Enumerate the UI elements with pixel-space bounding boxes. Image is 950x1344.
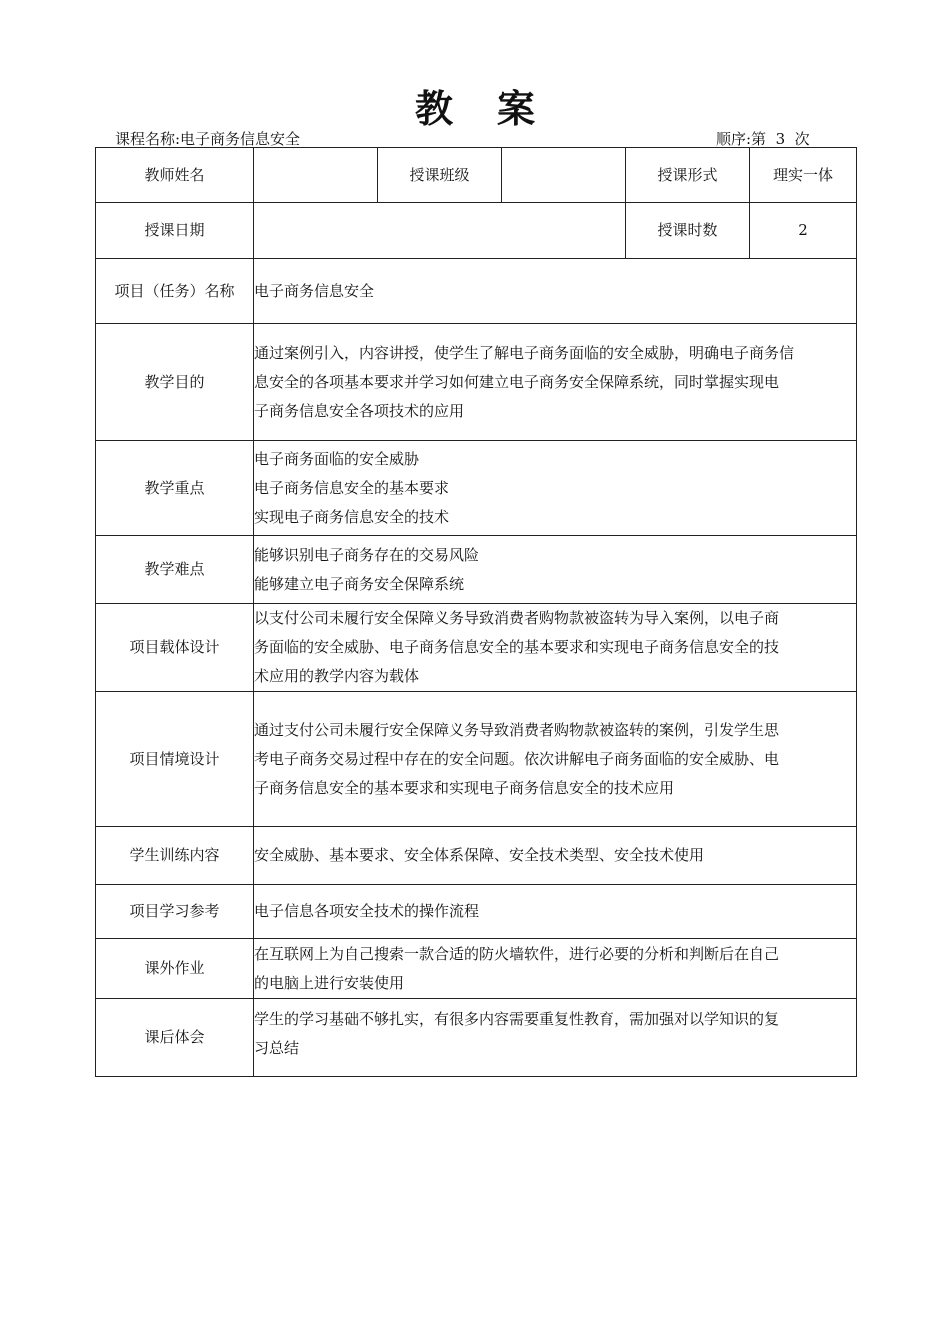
- difficulties-label: 教学难点: [96, 536, 254, 604]
- training-label: 学生训练内容: [96, 827, 254, 885]
- key-point-item: 电子商务面临的安全威胁: [254, 449, 420, 468]
- objective-line: 息安全的各项基本要求并学习如何建立电子商务安全保障系统，同时掌握实现电: [254, 372, 780, 391]
- homework-line: 的电脑上进行安装使用: [254, 973, 405, 992]
- project-name-label: 项目（任务）名称: [96, 259, 254, 324]
- date-value: [254, 203, 626, 259]
- reflection-line: 习总结: [254, 1039, 300, 1057]
- carrier-line: 务面临的安全威胁、电子商务信息安全的基本要求和实现电子商务信息安全的技: [254, 638, 780, 656]
- objective-label: 教学目的: [96, 324, 254, 441]
- objective-line: 子商务信息安全各项技术的应用: [254, 401, 465, 420]
- training-value: 安全威胁、基本要求、安全体系保障、安全技术类型、安全技术使用: [254, 827, 857, 885]
- carrier-line: 以支付公司未履行安全保障义务导致消费者购物款被盗转为导入案例，以电子商: [254, 609, 780, 627]
- row-scenario: [96, 692, 857, 827]
- carrier-line: 术应用的教学内容为载体: [254, 667, 420, 685]
- row-homework: [96, 939, 857, 999]
- scenario-line: 通过支付公司未履行安全保障义务导致消费者购物款被盗转的案例，引发学生思: [254, 720, 780, 739]
- homework-line: 在互联网上为自己搜索一款合适的防火墙软件，进行必要的分析和判断后在自己: [254, 944, 780, 963]
- row-project-name: [96, 259, 857, 324]
- course-name: 课程名称:电子商务信息安全: [115, 130, 301, 148]
- key-point-item: 电子商务信息安全的基本要求: [254, 478, 450, 497]
- difficulty-item: 能够识别电子商务存在的交易风险: [254, 545, 480, 564]
- class-value: [502, 148, 626, 203]
- carrier-content: [254, 604, 857, 692]
- row-reference: [96, 885, 857, 939]
- homework-label: 课外作业: [96, 939, 254, 999]
- scenario-label: 项目情境设计: [96, 692, 254, 827]
- form-label: 授课形式: [626, 148, 750, 203]
- objective-line: 通过案例引入，内容讲授，使学生了解电子商务面临的安全威胁，明确电子商务信: [254, 343, 795, 362]
- teacher-name-value: [254, 148, 378, 203]
- row-reflection: [96, 999, 857, 1077]
- hours-label: 授课时数: [626, 203, 750, 259]
- difficulty-item: 能够建立电子商务安全保障系统: [254, 574, 465, 593]
- homework-content: [254, 939, 857, 999]
- project-name-value: 电子商务信息安全: [254, 259, 857, 324]
- row-objective: [96, 324, 857, 441]
- row-teacher: [96, 148, 857, 203]
- row-difficulties: [96, 536, 857, 604]
- carrier-label: 项目载体设计: [96, 604, 254, 692]
- difficulties-content: [254, 536, 857, 604]
- class-label: 授课班级: [378, 148, 502, 203]
- lesson-plan-table: [95, 147, 857, 1077]
- row-key-points: [96, 441, 857, 536]
- row-date: [96, 203, 857, 259]
- reflection-label: 课后体会: [96, 999, 254, 1077]
- reflection-line: 学生的学习基础不够扎实，有很多内容需要重复性教育，需加强对以学知识的复: [254, 1010, 780, 1028]
- scenario-line: 考电子商务交易过程中存在的安全问题。依次讲解电子商务面临的安全威胁、电: [254, 749, 780, 768]
- date-label: 授课日期: [96, 203, 254, 259]
- row-training: [96, 827, 857, 885]
- sequence-number: 顺序:第 3 次: [716, 130, 810, 148]
- key-point-item: 实现电子商务信息安全的技术: [254, 507, 450, 526]
- row-carrier: [96, 604, 857, 692]
- reflection-content: [254, 999, 857, 1077]
- scenario-content: [254, 692, 857, 827]
- key-points-content: [254, 441, 857, 536]
- form-value: 理实一体: [750, 148, 857, 203]
- reference-label: 项目学习参考: [96, 885, 254, 939]
- key-points-label: 教学重点: [96, 441, 254, 536]
- objective-content: [254, 324, 857, 441]
- reference-value: 电子信息各项安全技术的操作流程: [254, 885, 857, 939]
- hours-value: 2: [750, 203, 857, 259]
- scenario-line: 子商务信息安全的基本要求和实现电子商务信息安全的技术应用: [254, 778, 675, 797]
- teacher-name-label: 教师姓名: [96, 148, 254, 203]
- page-title: 教案: [414, 87, 579, 131]
